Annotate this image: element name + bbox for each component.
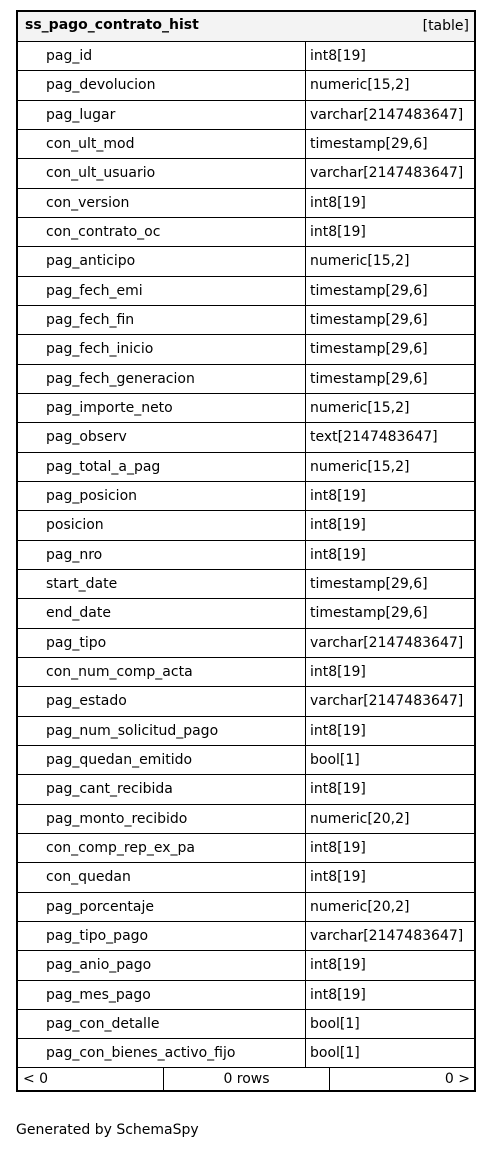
column-name: pag_importe_neto — [18, 394, 306, 422]
column-type: bool[1] — [310, 1015, 360, 1032]
column-row — [18, 365, 474, 394]
column-type: int8[19] — [310, 986, 366, 1003]
column-name: pag_anio_pago — [18, 951, 306, 979]
column-name: pag_estado — [18, 687, 306, 715]
table-type-label: [table] — [422, 18, 469, 34]
column-row — [18, 189, 474, 218]
column-row — [18, 570, 474, 599]
column-row — [18, 629, 474, 658]
column-type: varchar[2147483647] — [310, 634, 464, 651]
column-name: con_num_comp_acta — [18, 658, 306, 686]
column-type: bool[1] — [310, 751, 360, 768]
column-type: int8[19] — [310, 869, 366, 886]
column-row — [18, 746, 474, 775]
entity-table — [16, 10, 476, 1092]
column-row — [18, 775, 474, 804]
column-type: timestamp[29,6] — [310, 135, 428, 152]
column-name: pag_monto_recibido — [18, 805, 306, 833]
column-type: timestamp[29,6] — [310, 282, 428, 299]
column-name: con_contrato_oc — [18, 218, 306, 246]
entity-footer — [18, 1068, 474, 1090]
column-type: int8[19] — [310, 48, 366, 64]
column-row — [18, 951, 474, 980]
column-type: bool[1] — [310, 1045, 360, 1062]
column-type: varchar[2147483647] — [310, 927, 464, 944]
column-type: numeric[20,2] — [310, 898, 410, 915]
column-type: int8[19] — [310, 487, 366, 504]
column-name: pag_quedan_emitido — [18, 746, 306, 774]
column-row — [18, 423, 474, 452]
column-type: numeric[15,2] — [310, 253, 410, 270]
column-name: con_ult_usuario — [18, 159, 306, 187]
column-name: pag_posicion — [18, 482, 306, 510]
child-count: 0 > — [444, 1071, 470, 1088]
column-name: pag_total_a_pag — [18, 453, 306, 481]
column-type: int8[19] — [310, 546, 366, 563]
column-row — [18, 42, 474, 71]
generated-by-text: Generated by SchemaSpy — [16, 1122, 199, 1138]
column-type: int8[19] — [310, 194, 366, 211]
column-name: pag_tipo — [18, 629, 306, 657]
column-name: pag_con_bienes_activo_fijo — [18, 1039, 306, 1067]
column-name: pag_num_solicitud_pago — [18, 717, 306, 745]
column-row — [18, 717, 474, 746]
column-type: numeric[15,2] — [310, 458, 410, 475]
column-type: int8[19] — [310, 722, 366, 739]
column-name: pag_nro — [18, 541, 306, 569]
row-count: 0 rows — [164, 1068, 330, 1090]
column-row — [18, 541, 474, 570]
column-name: con_ult_mod — [18, 130, 306, 158]
column-type: varchar[2147483647] — [310, 165, 464, 182]
column-row — [18, 277, 474, 306]
column-row — [18, 453, 474, 482]
column-row — [18, 247, 474, 276]
table-name: ss_pago_contrato_hist — [25, 17, 199, 33]
column-name: pag_cant_recibida — [18, 775, 306, 803]
column-name: pag_con_detalle — [18, 1010, 306, 1038]
column-type: int8[19] — [310, 223, 366, 240]
column-row — [18, 394, 474, 423]
column-name: pag_lugar — [18, 101, 306, 129]
column-row — [18, 687, 474, 716]
column-name: pag_observ — [18, 423, 306, 451]
column-row — [18, 482, 474, 511]
column-type: numeric[15,2] — [310, 399, 410, 416]
column-name: pag_porcentaje — [18, 893, 306, 921]
column-row — [18, 1010, 474, 1039]
column-type: numeric[15,2] — [310, 77, 410, 94]
column-row — [18, 893, 474, 922]
column-row — [18, 306, 474, 335]
column-name: pag_tipo_pago — [18, 922, 306, 950]
column-row — [18, 159, 474, 188]
column-type: int8[19] — [310, 839, 366, 856]
column-type: text[2147483647] — [310, 429, 438, 446]
column-type: int8[19] — [310, 957, 366, 974]
column-name: pag_id — [18, 42, 306, 70]
column-type: varchar[2147483647] — [310, 106, 464, 123]
column-type: int8[19] — [310, 781, 366, 798]
column-type: int8[19] — [310, 663, 366, 680]
column-type: int8[19] — [310, 517, 366, 534]
column-name: pag_devolucion — [18, 71, 306, 99]
column-name: con_version — [18, 189, 306, 217]
column-row — [18, 863, 474, 892]
column-list — [18, 42, 474, 1068]
column-type: timestamp[29,6] — [310, 575, 428, 592]
column-row — [18, 922, 474, 951]
column-row — [18, 834, 474, 863]
column-name: pag_mes_pago — [18, 981, 306, 1009]
column-name: pag_fech_inicio — [18, 335, 306, 363]
column-name: pag_fech_generacion — [18, 365, 306, 393]
column-name: con_comp_rep_ex_pa — [18, 834, 306, 862]
column-name: pag_fech_emi — [18, 277, 306, 305]
column-row — [18, 335, 474, 364]
column-row — [18, 599, 474, 628]
column-row — [18, 805, 474, 834]
column-name: pag_anticipo — [18, 247, 306, 275]
column-name: end_date — [18, 599, 306, 627]
column-type: timestamp[29,6] — [310, 341, 428, 358]
column-row — [18, 101, 474, 130]
column-name: posicion — [18, 511, 306, 539]
column-type: timestamp[29,6] — [310, 311, 428, 328]
column-type: timestamp[29,6] — [310, 605, 428, 622]
column-row — [18, 130, 474, 159]
parent-count: < 0 — [18, 1068, 164, 1090]
column-row — [18, 658, 474, 687]
column-row — [18, 218, 474, 247]
column-row — [18, 1039, 474, 1068]
column-type: timestamp[29,6] — [310, 370, 428, 387]
column-name: con_quedan — [18, 863, 306, 891]
column-type: numeric[20,2] — [310, 810, 410, 827]
column-type: varchar[2147483647] — [310, 693, 464, 710]
entity-header — [18, 12, 474, 42]
column-name: start_date — [18, 570, 306, 598]
column-name: pag_fech_fin — [18, 306, 306, 334]
column-row — [18, 511, 474, 540]
column-row — [18, 71, 474, 100]
column-row — [18, 981, 474, 1010]
